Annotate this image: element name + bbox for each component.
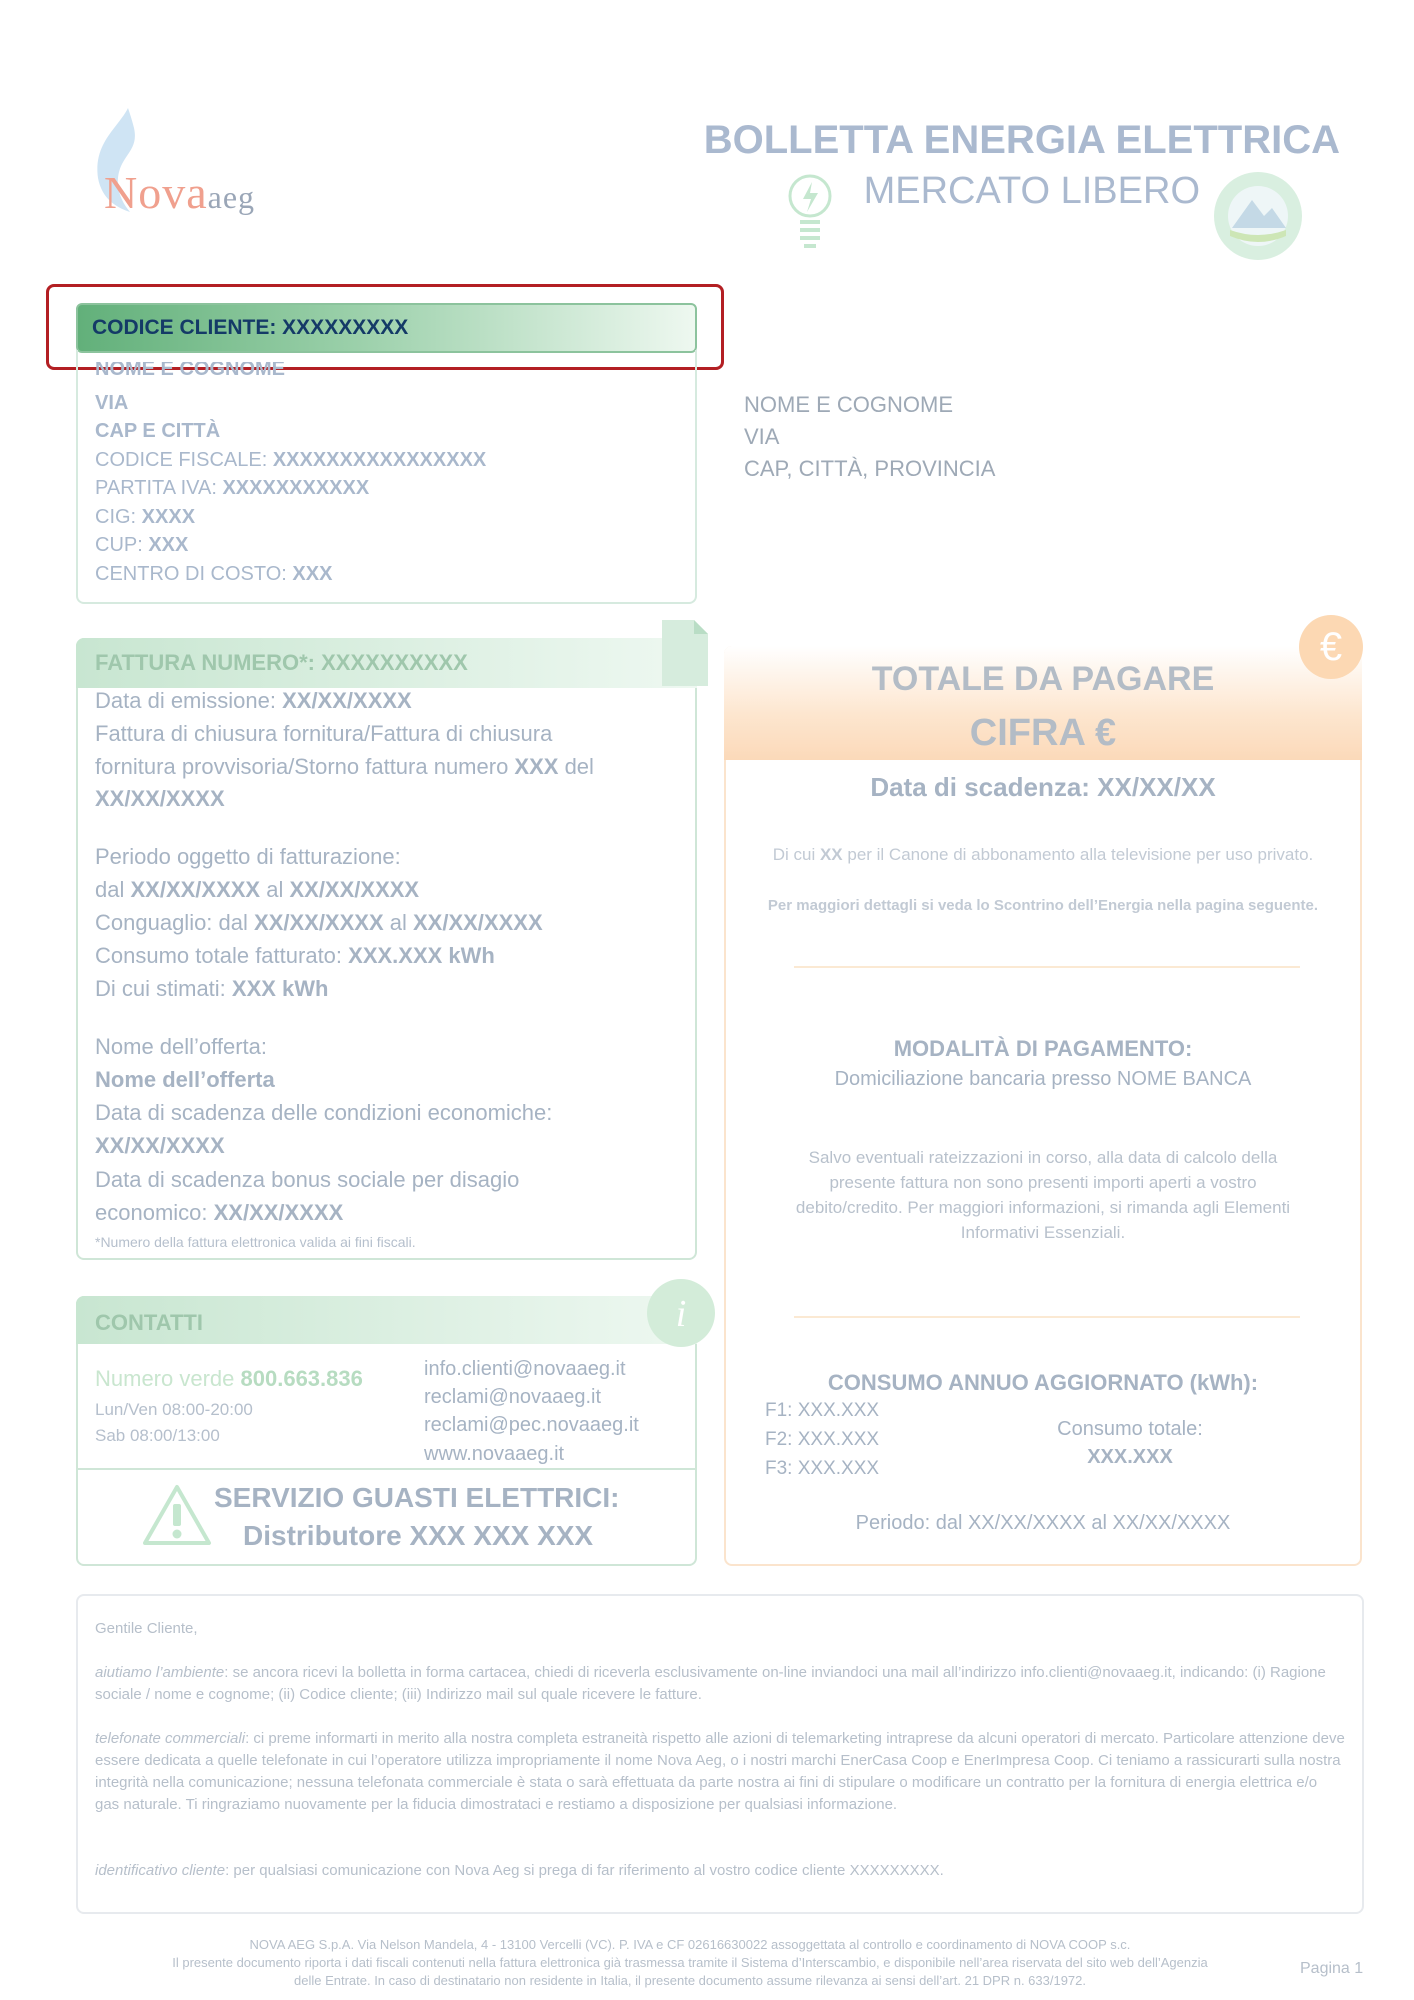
email-info-link[interactable]: info.clienti@novaaeg.it <box>424 1358 626 1380</box>
conditions-expiry-date: XX/XX/XXXX <box>95 1133 225 1158</box>
fault-service-distributor: Distributore XXX XXX XXX <box>243 1520 594 1551</box>
customer-name-cut: NOME E COGNOME <box>95 362 286 380</box>
billing-period: dal XX/XX/XXXX al XX/XX/XXXX <box>95 877 420 902</box>
note-telemarketing: telefonate commerciali: ci preme informarti in merito alla nostra completa estraneità rispetto alle azioni di telemarketing intraprese da alcuni operatori di mercato. Particolare attenzione deve essere dedicata a quelle telefonate in cui l’operatore utilizza impropriamente il nome Nova Aeg, o i nostri marchi EnerCasa Coop e EnerImpresa Coop. Ci teniamo a rassicurarti sulla nostra integrità nella comunicazione; nessuna telefonata commerciale è stata o sarà effettuata da parte nostra ai fini di stipulare o modificare un contratto per la fornitura di energia elettrica e/o gas naturale. Ti ringraziamo nuovamente per la fiducia dimostrataci e restiamo a disposizione per qualsiasi informazione. <box>95 1730 1345 1813</box>
total-label: TOTALE DA PAGARE <box>871 660 1215 698</box>
tv-fee-note: Di cui XX per il Canone di abbonamento alla televisione per uso privato. <box>772 845 1314 864</box>
note-environment: aiutiamo l’ambiente: se ancora ricevi la bolletta in forma cartacea, chiedi di riceverla esclusivamente on-line inviandoci una mail all’indirizzo info.clienti@novaaeg.it, indicando: (i) Ragione sociale / nome e cognome; (ii) Codice cliente; (iii) Indirizzo mail sul quale ricevere le fatture. <box>95 1664 1326 1703</box>
payment-info-line-2: presente fattura non sono presenti importi aperti a vostro <box>829 1173 1257 1192</box>
note-greeting: Gentile Cliente, <box>95 1620 198 1637</box>
details-note: Per maggiori dettagli si veda lo Scontrino dell’Energia nella pagina seguente. <box>767 897 1319 914</box>
consumption-f1: F1: XXX.XXX <box>765 1400 880 1421</box>
invoice-footnote: *Numero della fattura elettronica valida ai fini fiscali. <box>95 1234 416 1250</box>
customer-code: CODICE CLIENTE: XXXXXXXXX <box>92 316 409 339</box>
annual-total-value: XXX.XXX <box>1087 1446 1173 1468</box>
total-separator-2 <box>794 1316 1300 1318</box>
hours-weekdays: Lun/Ven 08:00-20:00 <box>95 1400 253 1419</box>
document-title: BOLLETTA ENERGIA ELETTRICA <box>703 118 1340 162</box>
contacts-title: CONTATTI <box>95 1310 203 1335</box>
adjustment-period: Conguaglio: dal XX/XX/XXXX al XX/XX/XXXX <box>95 910 543 935</box>
payment-method-title: MODALITÀ DI PAGAMENTO: <box>893 1036 1193 1061</box>
document-icon <box>660 618 710 688</box>
payment-info-line-4: Informativi Essenziali. <box>960 1223 1126 1242</box>
estimated-consumption: Di cui stimati: XXX kWh <box>95 976 329 1001</box>
total-amount: CIFRA € <box>969 712 1117 754</box>
due-date: Data di scadenza: XX/XX/XX <box>870 772 1216 802</box>
recipient-via: VIA <box>744 424 780 449</box>
renewable-energy-seal-icon <box>1212 170 1304 262</box>
legal-footer <box>100 1936 1280 1990</box>
payment-method: Domiciliazione bancaria presso NOME BANCA <box>834 1068 1252 1090</box>
svg-text:i: i <box>675 1293 687 1335</box>
invoice-closing-line-2: fornitura provvisoria/Storno fattura numero XXX del <box>95 754 594 779</box>
footer-line-3: delle Entrate. In caso di destinatario non residente in Italia, il presente documento assume rilevanza ai sensi dell’art. 21 DPR n. 633/1972. <box>293 1973 1087 1988</box>
hours-saturday: Sab 08:00/13:00 <box>95 1426 220 1445</box>
annual-consumption-title: CONSUMO ANNUO AGGIORNATO (kWh): <box>827 1370 1259 1395</box>
customer-cap: CAP E CITTÀ <box>95 420 221 442</box>
customer-via: VIA <box>95 392 129 414</box>
consumption-f2: F2: XXX.XXX <box>765 1429 880 1450</box>
payment-info-line-1: Salvo eventuali rateizzazioni in corso, alla data di calcolo della <box>808 1148 1278 1167</box>
invoice-number: FATTURA NUMERO*: XXXXXXXXXX <box>95 650 468 675</box>
billing-period-label: Periodo oggetto di fatturazione: <box>95 844 401 869</box>
warning-triangle-icon <box>142 1484 212 1546</box>
footer-line-2: Il presente documento riporta i dati fiscali contenuti nella fattura elettronica già trasmessa tramite il Sistema d’Interscambio, e disponibile nell’area riservata del sito web dell’Agenzia <box>172 1955 1208 1970</box>
pec-complaints-link[interactable]: reclami@pec.novaaeg.it <box>424 1414 639 1436</box>
customer-piva: PARTITA IVA: XXXXXXXXXXX <box>95 477 370 499</box>
invoice-emission-date: Data di emissione: XX/XX/XXXX <box>95 688 412 713</box>
consumption-f3: F3: XXX.XXX <box>765 1458 880 1479</box>
annual-total-label: Consumo totale: <box>1057 1418 1203 1440</box>
offer-label: Nome dell’offerta: <box>95 1034 268 1059</box>
invoice-closing-line-1: Fattura di chiusura fornitura/Fattura di chiusura <box>95 721 553 746</box>
email-complaints-link[interactable]: reclami@novaaeg.it <box>424 1386 602 1408</box>
bonus-expiry-label: Data di scadenza bonus sociale per disagio <box>95 1167 520 1192</box>
recipient-city: CAP, CITTÀ, PROVINCIA <box>744 456 996 481</box>
toll-free-number[interactable]: Numero verde 800.663.836 <box>95 1366 363 1391</box>
total-separator-1 <box>794 966 1300 968</box>
website-link[interactable]: www.novaaeg.it <box>424 1443 565 1465</box>
conditions-expiry-label: Data di scadenza delle condizioni economiche: <box>95 1100 553 1125</box>
customer-cf: CODICE FISCALE: XXXXXXXXXXXXXXXX <box>95 449 487 471</box>
recipient-name: NOME E COGNOME <box>744 392 954 417</box>
customer-cost-center: CENTRO DI COSTO: XXX <box>95 563 333 585</box>
offer-name: Nome dell’offerta <box>95 1067 275 1092</box>
logo-wordmark: Novaaeg <box>104 167 256 218</box>
footer-line-1: NOVA AEG S.p.A. Via Nelson Mandela, 4 - 13100 Vercelli (VC). P. IVA e CF 02616630022 assoggettata al controllo e coordinamento di NOVA COOP s.c. <box>249 1937 1131 1952</box>
payment-info-line-3: debito/credito. Per maggiori informazioni, si rimanda agli Elementi <box>795 1198 1291 1217</box>
document-subtitle: MERCATO LIBERO <box>863 170 1200 212</box>
page-number: Pagina 1 <box>1300 1960 1364 1977</box>
svg-text:€: € <box>1319 625 1343 669</box>
note-customer-id: identificativo cliente: per qualsiasi comunicazione con Nova Aeg si prega di far riferimento al vostro codice cliente XXXXXXXXX. <box>95 1862 944 1879</box>
contacts-divider <box>78 1468 695 1470</box>
customer-cup: CUP: XXX <box>95 534 189 556</box>
total-consumption: Consumo totale fatturato: XXX.XXX kWh <box>95 943 495 968</box>
bonus-expiry: economico: XX/XX/XXXX <box>95 1200 344 1225</box>
fault-service-title: SERVIZIO GUASTI ELETTRICI: <box>214 1482 620 1513</box>
customer-cig: CIG: XXXX <box>95 506 196 528</box>
consumption-period: Periodo: dal XX/XX/XXXX al XX/XX/XXXX <box>855 1512 1231 1534</box>
invoice-closing-line-3: XX/XX/XXXX <box>95 786 225 811</box>
info-icon <box>646 1278 716 1348</box>
